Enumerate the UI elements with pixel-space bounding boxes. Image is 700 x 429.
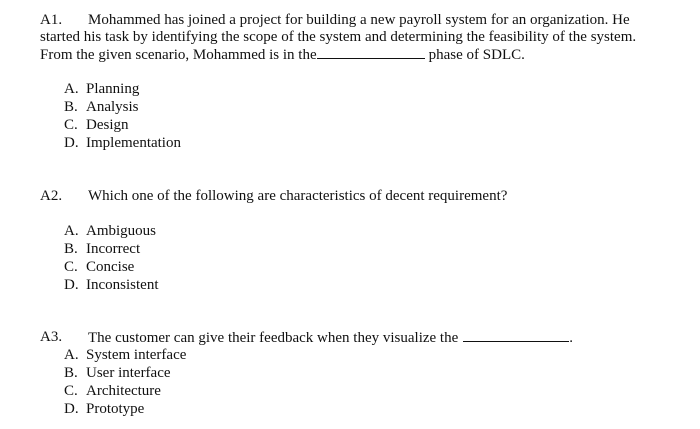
option-letter: C. [64,117,78,133]
option-letter: A. [64,347,79,363]
question-text-before-blank: From the given scenario, Mohammed is in the [40,47,317,63]
option-text: Planning [86,81,140,97]
option-a [64,222,156,240]
option-d [64,134,181,152]
option-letter: A. [64,223,79,239]
question-number: A2. [40,188,63,204]
option-letter: C. [64,383,78,399]
option-letter: D. [64,277,79,293]
question-text-before-blank: The customer can give their feedback when they visualize the [88,330,459,346]
option-a [64,346,186,364]
option-text: Architecture [86,383,161,399]
answer-blank [317,45,425,59]
option-letter: C. [64,259,78,275]
option-text: Concise [86,259,135,275]
question-text-line-1: Mohammed has joined a project for building a new payroll system for an organization. He [88,12,630,28]
question-number: A1. [40,12,63,28]
option-text: Ambiguous [86,223,157,239]
option-c [64,116,129,134]
question-text-line-3 [40,45,525,64]
question-number: A3. [40,329,63,345]
option-text: Design [86,117,129,133]
option-letter: B. [64,365,78,381]
option-text: Implementation [86,135,181,151]
question-text [88,328,573,347]
option-text: Prototype [86,401,145,417]
option-a [64,80,139,98]
option-letter: D. [64,401,79,417]
option-d [64,400,144,418]
answer-blank [463,328,569,342]
option-text: Inconsistent [86,277,159,293]
question-text-after-blank: phase of SDLC. [428,47,525,63]
option-text: System interface [86,347,187,363]
option-text: Analysis [86,99,139,115]
question-text-line-2: started his task by identifying the scope of the system and determining the feasibility of the system. [40,29,637,45]
option-text: User interface [86,365,171,381]
option-c [64,258,134,276]
option-b [64,240,140,258]
question-text-after-blank: . [569,330,574,346]
option-d [64,276,159,294]
option-b [64,98,139,116]
option-letter: A. [64,81,79,97]
option-letter: B. [64,241,78,257]
option-letter: D. [64,135,79,151]
question-text: Which one of the following are characteristics of decent requirement? [88,188,508,204]
option-c [64,382,161,400]
option-text: Incorrect [86,241,141,257]
option-letter: B. [64,99,78,115]
option-b [64,364,171,382]
